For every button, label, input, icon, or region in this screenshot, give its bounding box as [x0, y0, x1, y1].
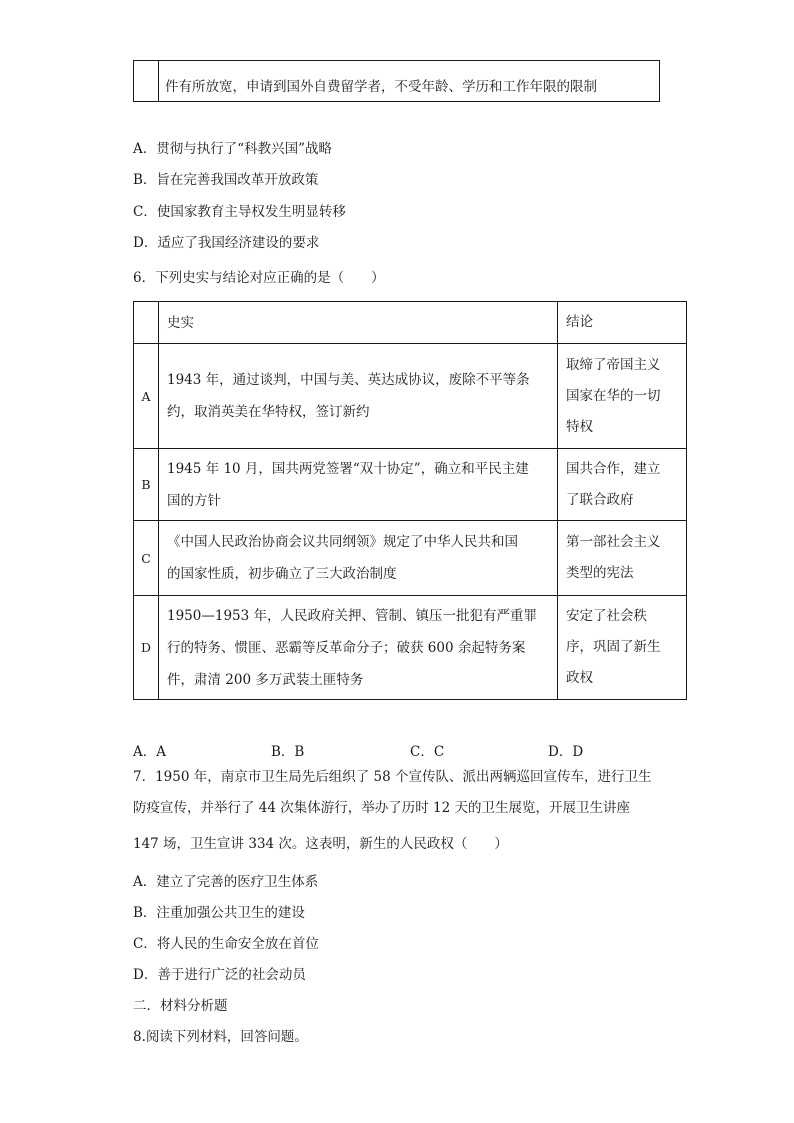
- q6-row-d-fact: [159, 596, 558, 700]
- q6-header-conclusion: 结论: [558, 302, 687, 344]
- q6-row-c-fact-line: 《中国人民政治协商会议共同纲领》规定了中华人民共和国: [167, 534, 518, 550]
- q6-row-a-label: A: [134, 344, 159, 449]
- q7-stem-line: 147 场，卫生宣讲 334 次。这表明，新生的人民政权（ ）: [133, 836, 508, 852]
- q6-row-c-conclusion: [558, 521, 687, 596]
- q7-stem-line: 7．1950 年，南京市卫生局先后组织了 58 个宣传队、派出两辆巡回宣传车，进行卫生: [133, 769, 652, 785]
- q6-row-d-fact-line: 件，肃清 200 多万武装土匪特务: [167, 671, 364, 688]
- q6-row-d-label: D: [134, 596, 159, 700]
- q6-row-b-conclusion-line: 国共合作，建立: [566, 460, 661, 477]
- q6-row-d: [134, 596, 687, 700]
- q6-row-b-fact: [159, 449, 558, 521]
- q6-row-d-fact-line: 1950—1953 年，人民政府关押、管制、镇压一批犯有严重罪: [167, 607, 538, 624]
- q5-option-a[interactable]: A．贯彻与执行了“科教兴国”战略: [133, 141, 333, 157]
- q6-row-d-conclusion-line: 序，巩固了新生: [566, 639, 661, 655]
- q5-option-d[interactable]: D．适应了我国经济建设的要求: [133, 235, 320, 251]
- q6-facts-table: [133, 301, 687, 700]
- q6-option-a[interactable]: A．A: [133, 744, 166, 760]
- q6-table-header-row: [134, 302, 687, 344]
- q6-row-a-conclusion: [558, 344, 687, 449]
- q6-row-c-fact: [159, 521, 558, 596]
- q8-stem: 8.阅读下列材料，回答问题。: [133, 1029, 308, 1045]
- q6-row-a-fact-line: 1943 年，通过谈判，中国与美、英达成协议，废除不平等条: [167, 372, 530, 388]
- material-table-continued: [133, 60, 660, 102]
- q7-option-a[interactable]: A．建立了完善的医疗卫生体系: [133, 874, 319, 890]
- material-table-label-cell: [134, 61, 159, 101]
- q6-row-d-fact-line: 行的特务、惯匪、恶霸等反革命分子；破获 600 余起特务案: [167, 639, 526, 656]
- q7-option-b[interactable]: B．注重加强公共卫生的建设: [133, 905, 305, 921]
- q6-row-a-fact: [159, 344, 558, 449]
- q6-row-b-label: B: [134, 449, 159, 521]
- q6-row-b-fact-line: 1945 年 10 月，国共两党签署“双十协定”，确立和平民主建: [167, 460, 529, 477]
- q6-header-label: [134, 302, 159, 344]
- q6-row-a: [134, 344, 687, 449]
- q6-option-d[interactable]: D．D: [548, 744, 584, 760]
- q6-row-b-conclusion: [558, 449, 687, 521]
- q6-row-a-conclusion-line: 取缔了帝国主义: [566, 356, 661, 373]
- material-table-text: 件有所放宽，申请到国外自费留学者，不受年龄、学历和工作年限的限制: [165, 79, 597, 95]
- q6-row-c-conclusion-line: 第一部社会主义: [566, 534, 661, 550]
- q7-option-c[interactable]: C．将人民的生命安全放在首位: [133, 936, 319, 952]
- q6-row-d-conclusion-line: 政权: [566, 670, 593, 686]
- q6-row-a-conclusion-line: 特权: [566, 418, 593, 435]
- q6-row-c: [134, 521, 687, 596]
- q7-option-d[interactable]: D．善于进行广泛的社会动员: [133, 967, 306, 983]
- q6-row-b-fact-line: 国的方针: [167, 492, 221, 509]
- q6-row-c-label: C: [134, 521, 159, 596]
- section-title: 二．材料分析题: [133, 998, 228, 1014]
- q6-option-c[interactable]: C．C: [410, 744, 445, 760]
- q5-option-c[interactable]: C．使国家教育主导权发生明显转移: [133, 204, 346, 220]
- q5-option-b[interactable]: B．旨在完善我国改革开放政策: [133, 172, 319, 188]
- q6-row-c-conclusion-line: 类型的宪法: [566, 565, 634, 581]
- q6-stem: 6．下列史实与结论对应正确的是（ ）: [133, 270, 385, 286]
- q6-row-a-fact-line: 约，取消英美在华特权，签订新约: [167, 404, 370, 420]
- q6-row-b: [134, 449, 687, 521]
- q6-row-b-conclusion-line: 了联合政府: [566, 491, 634, 508]
- q6-row-d-conclusion: [558, 596, 687, 700]
- q6-row-d-conclusion-line: 安定了社会秩: [566, 608, 647, 624]
- q6-option-b[interactable]: B．B: [271, 744, 305, 760]
- q6-row-c-fact-line: 的国家性质，初步确立了三大政治制度: [167, 566, 397, 582]
- q7-stem-line: 防疫宣传，并举行了 44 次集体游行，举办了历时 12 天的卫生展览，开展卫生讲座: [133, 800, 631, 816]
- q6-header-fact: 史实: [159, 302, 558, 344]
- q6-row-a-conclusion-line: 国家在华的一切: [566, 387, 661, 404]
